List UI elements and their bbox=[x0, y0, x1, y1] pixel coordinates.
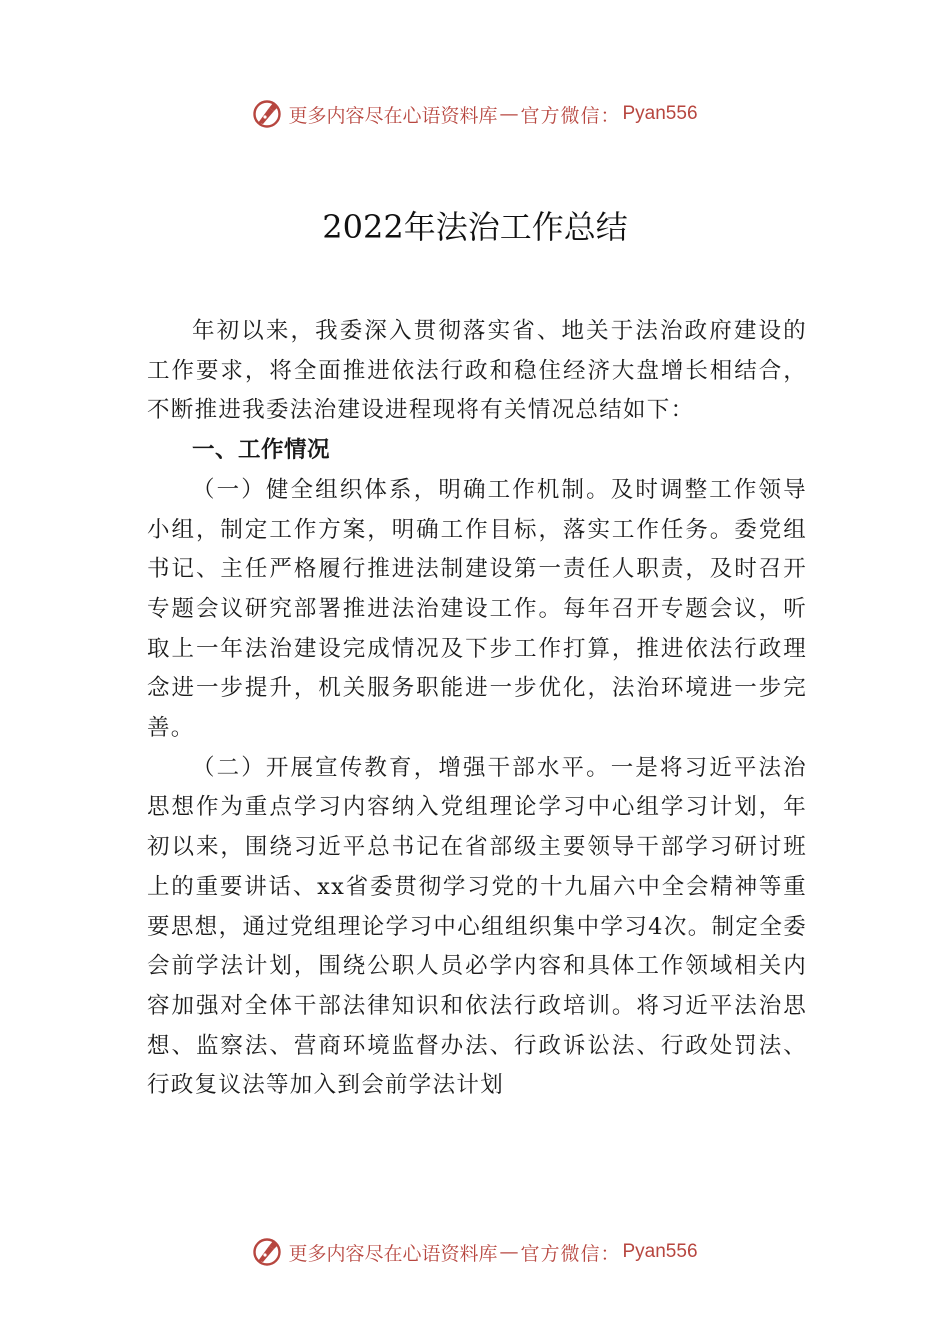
watermark-banner-bottom bbox=[0, 1232, 950, 1272]
watermark-banner-top bbox=[0, 94, 950, 134]
watermark-wechat-label: 官方微信： bbox=[520, 104, 621, 127]
watermark-dash: — bbox=[499, 103, 519, 125]
intro-paragraph: 年初以来，我委深入贯彻落实省、地关于法治政府建设的工作要求，将全面推进依法行政和稳住经济大盘增长相结合，不断推进我委法治建设进程现将有关情况总结如下： bbox=[147, 318, 807, 424]
watermark-wechat-label: 官方微信： bbox=[520, 1242, 621, 1265]
watermark-wechat-id: Pyan556 bbox=[622, 1241, 698, 1262]
section-heading: 一、工作情况 bbox=[192, 437, 331, 464]
pen-nib-logo-icon bbox=[252, 1237, 282, 1267]
document-body bbox=[147, 312, 807, 1106]
watermark-wechat-id: Pyan556 bbox=[622, 103, 698, 124]
watermark-main-text: 更多内容尽在心语资料库 bbox=[288, 104, 498, 127]
document-title: 2022年法治工作总结 bbox=[322, 208, 628, 246]
paragraph-organization: （一）健全组织体系，明确工作机制。及时调整工作领导小组，制定工作方案，明确工作目标，落实工作任务。委党组书记、主任严格履行推进法制建设第一责任人职责，及时召开专题会议研究部署推进法治建设工作。每年召开专题会议，听取上一年法治建设完成情况及下步工作打算，推进依法行政理念进一步提升，机关服务职能进一步优化，法治环境进一步完善。 bbox=[147, 476, 807, 742]
pen-nib-logo-icon bbox=[252, 99, 282, 129]
paragraph-education: （二）开展宣传教育，增强干部水平。一是将习近平法治思想作为重点学习内容纳入党组理论学习中心组学习计划，年初以来，围绕习近平总书记在省部级主要领导干部学习研讨班上的重要讲话、xx省委贯彻学习党的十九届六中全会精神等重要思想，通过党组理论学习中心组组织集中学习4次。制定全委会前学法计划，围绕公职人员必学内容和具体工作领域相关内容加强对全体干部法律知识和依法行政培训。将习近平法治思想、监察法、营商环境监督办法、行政诉讼法、行政处罚法、行政复议法等加入到会前学法计划 bbox=[147, 754, 807, 1099]
watermark-dash: — bbox=[499, 1241, 519, 1263]
watermark-main-text: 更多内容尽在心语资料库 bbox=[288, 1242, 498, 1265]
